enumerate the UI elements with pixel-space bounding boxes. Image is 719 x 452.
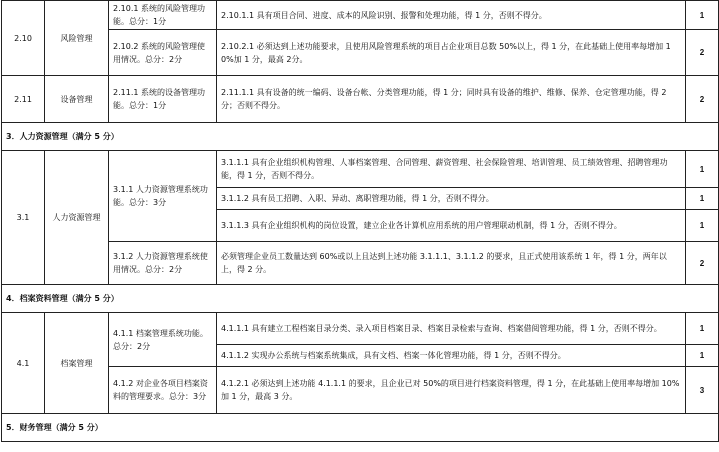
table-row: [2, 242, 719, 285]
section-heading-row: [2, 285, 719, 313]
item-description: 必须管理企业员工数量达到 60%或以上且达到上述功能 3.1.1.1、3.1.1.2 的要求，且正式使用该系统 1 年，得 1 分，两年以上，得 2 分。: [217, 242, 686, 285]
item-description: 4.1.2.1 必须达到上述功能 4.1.1.1 的要求，且企业已对 50%的项目进行档案资料管理，得 1 分，在此基础上使用率每增加 10%加 1 分，最高 3 分。: [217, 367, 686, 414]
section-heading-row: [2, 414, 719, 442]
item-score: 3: [686, 367, 719, 414]
item-description: 2.10.2.1 必须达到上述功能要求，且使用风险管理系统的项目占企业项目总数 50%以上，得 1 分，在此基础上使用率每增加 10%加 1 分，最高 2分。: [217, 30, 686, 76]
category-name: 设备管理: [45, 76, 109, 123]
section-heading: 4．档案资料管理（满分 5 分）: [2, 285, 719, 313]
category-name: 档案管理: [45, 313, 109, 414]
row-number: 2.11: [2, 76, 45, 123]
row-number: 2.10: [2, 1, 45, 76]
item-name: 2.10.1 系统的风险管理功能。总分：1分: [109, 1, 217, 30]
item-description: 2.10.1.1 具有项目合同、进度、成本的风险识别、报警和处理功能，得 1 分，否则不得分。: [217, 1, 686, 30]
item-score: 1: [686, 345, 719, 367]
section-heading-row: [2, 123, 719, 151]
table-row: [2, 313, 719, 345]
item-description: 3.1.1.2 具有员工招聘、入职、异动、离职管理功能，得 1 分，否则不得分。: [217, 188, 686, 210]
table-row: [2, 367, 719, 414]
table-row: [2, 1, 719, 30]
row-number: 3.1: [2, 151, 45, 285]
scoring-table: [1, 0, 719, 442]
item-score: 1: [686, 1, 719, 30]
table-row: [2, 151, 719, 188]
table-row: [2, 76, 719, 123]
section-heading: 3．人力资源管理（满分 5 分）: [2, 123, 719, 151]
row-number: 4.1: [2, 313, 45, 414]
item-name: 2.10.2 系统的风险管理使用情况。总分：2分: [109, 30, 217, 76]
item-name: 2.11.1 系统的设备管理功能。总分：1分: [109, 76, 217, 123]
category-name: 风险管理: [45, 1, 109, 76]
item-score: 1: [686, 313, 719, 345]
item-score: 1: [686, 188, 719, 210]
category-name: 人力资源管理: [45, 151, 109, 285]
item-description: 3.1.1.3 具有企业组织机构的岗位设置，建立企业各计算机应用系统的用户管理联动机制，得 1 分，否则不得分。: [217, 210, 686, 242]
item-name: 3.1.2 人力资源管理系统使用情况。总分：2分: [109, 242, 217, 285]
item-score: 2: [686, 76, 719, 123]
table-row: [2, 30, 719, 76]
item-description: 3.1.1.1 具有企业组织机构管理、人事档案管理、合同管理、薪资管理、社会保险管理、培训管理、员工绩效管理、招聘管理功能，得 1 分，否则不得分。: [217, 151, 686, 188]
item-name: 3.1.1 人力资源管理系统功能。总分：3分: [109, 151, 217, 242]
item-score: 2: [686, 242, 719, 285]
item-description: 4.1.1.1 具有建立工程档案目录分类、录入项目档案目录、档案目录检索与查询、档案借阅管理功能，得 1 分，否则不得分。: [217, 313, 686, 345]
item-name: 4.1.2 对企业各项目档案资料的管理要求。总分：3分: [109, 367, 217, 414]
item-score: 2: [686, 30, 719, 76]
item-name: 4.1.1 档案管理系统功能。总分：2分: [109, 313, 217, 367]
item-score: 1: [686, 210, 719, 242]
section-heading: 5．财务管理（满分 5 分）: [2, 414, 719, 442]
item-description: 2.11.1.1 具有设备的统一编码、设备台帐、分类管理功能，得 1 分；同时具有设备的维护、维修、保养、仓定管理功能，得 2 分；否则不得分。: [217, 76, 686, 123]
item-description: 4.1.1.2 实现办公系统与档案系统集成，具有文档、档案一体化管理功能，得 1 分，否则不得分。: [217, 345, 686, 367]
item-score: 1: [686, 151, 719, 188]
